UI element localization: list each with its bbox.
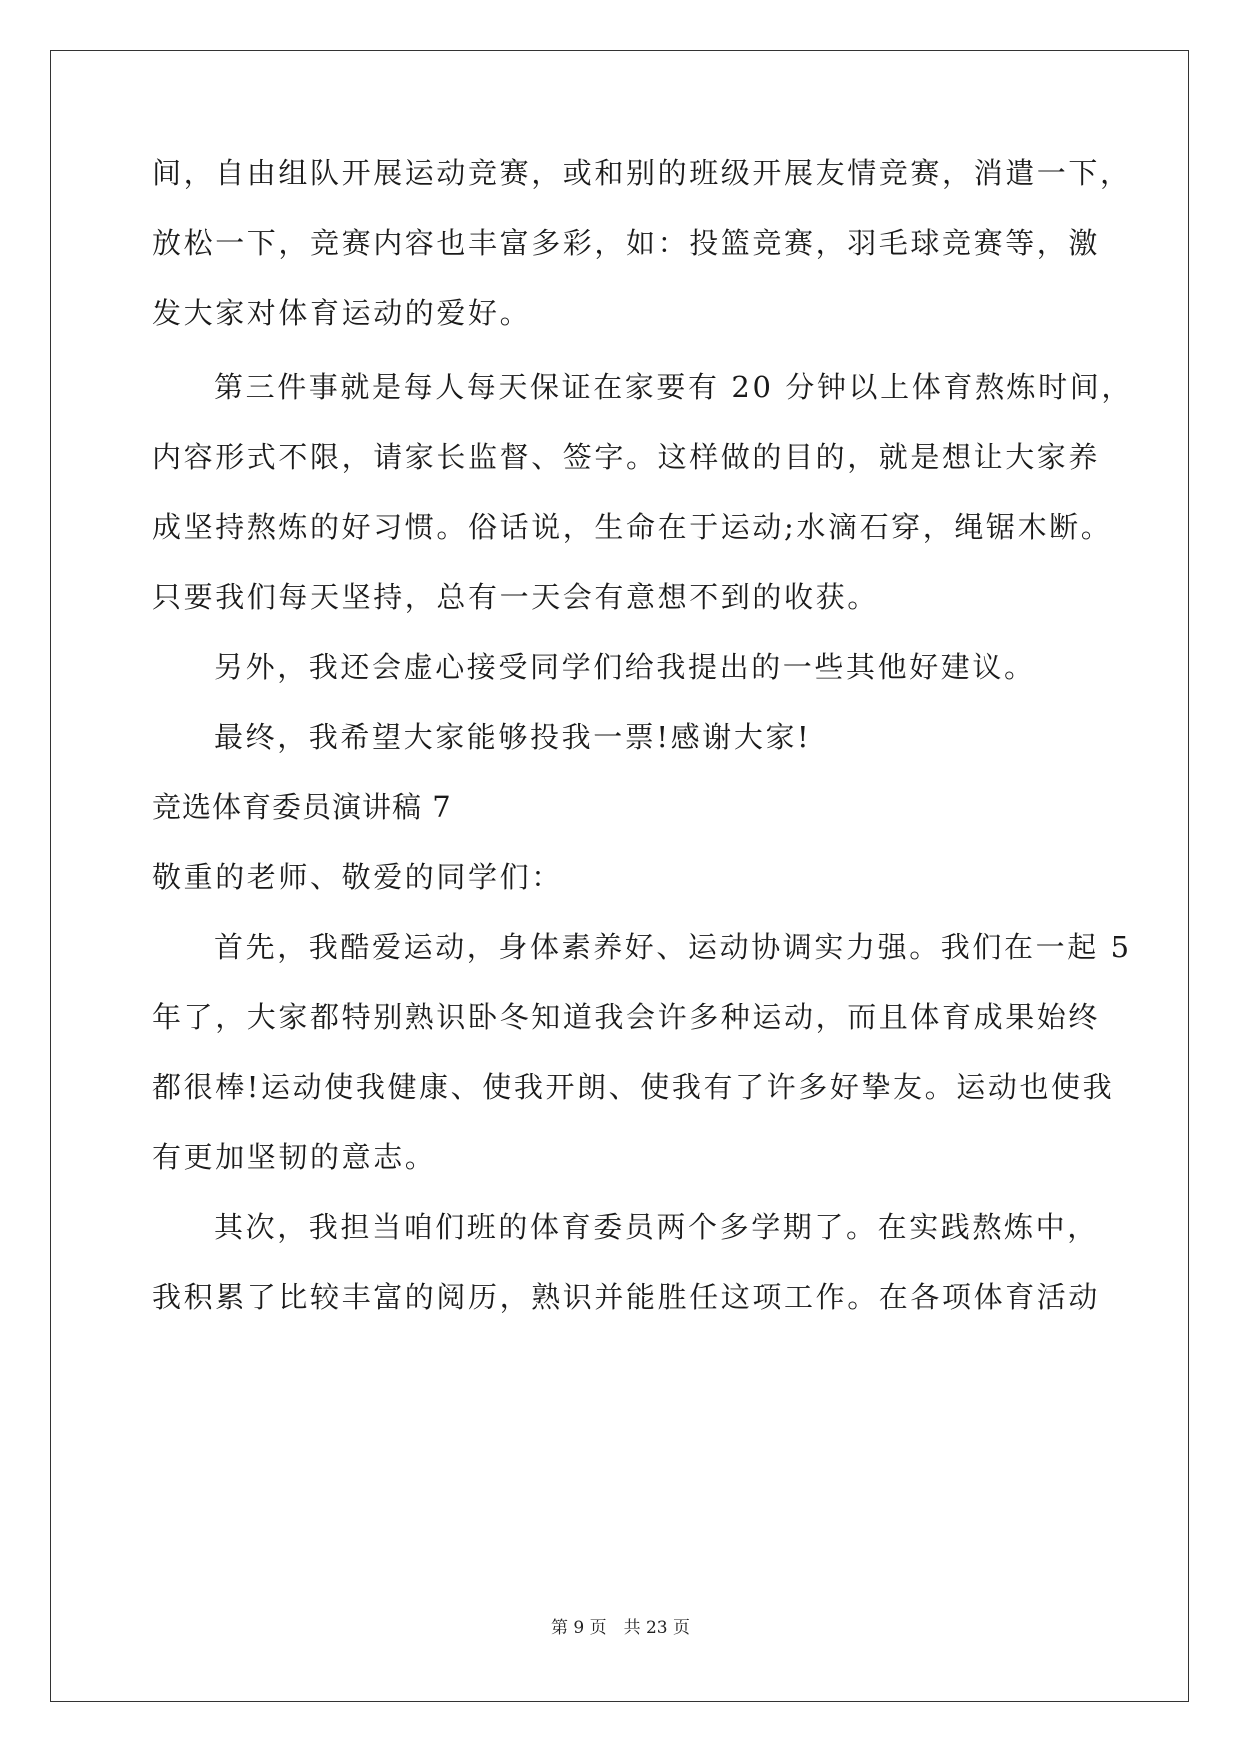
text-line: 间，自由组队开展运动竞赛，或和别的班级开展友情竞赛，消遣一下，	[152, 156, 1132, 190]
paragraph-first-line: 另外，我还会虚心接受同学们给我提出的一些其他好建议。	[214, 650, 1036, 684]
paragraph-first-line: 首先，我酷爱运动，身体素养好、运动协调实力强。我们在一起 5	[214, 930, 1132, 964]
text-line: 年了，大家都特别熟识卧冬知道我会许多种运动，而且体育成果始终	[152, 1000, 1101, 1034]
paragraph-first-line: 最终，我希望大家能够投我一票!感谢大家!	[214, 720, 812, 754]
section-heading: 竞选体育委员演讲稿 7	[152, 790, 452, 824]
paragraph-first-line: 其次，我担当咱们班的体育委员两个多学期了。在实践熬炼中，	[214, 1210, 1099, 1244]
text-line: 只要我们每天坚持，总有一天会有意想不到的收获。	[152, 580, 879, 614]
text-line: 发大家对体育运动的爱好。	[152, 296, 532, 330]
text-line: 放松一下，竞赛内容也丰富多彩，如：投篮竞赛，羽毛球竞赛等，激	[152, 226, 1101, 260]
page-number-footer: 第 9 页 共 23 页	[550, 1618, 691, 1638]
text-line: 内容形式不限，请家长监督、签字。这样做的目的，就是想让大家养	[152, 440, 1101, 474]
text-line: 我积累了比较丰富的阅历，熟识并能胜任这项工作。在各项体育活动	[152, 1280, 1101, 1314]
text-line: 有更加坚韧的意志。	[152, 1140, 437, 1174]
paragraph-first-line: 第三件事就是每人每天保证在家要有 20 分钟以上体育熬炼时间，	[214, 370, 1133, 404]
text-line: 都很棒!运动使我健康、使我开朗、使我有了许多好挚友。运动也使我	[152, 1070, 1115, 1104]
salutation: 敬重的老师、敬爱的同学们：	[152, 860, 563, 894]
text-line: 成坚持熬炼的好习惯。俗话说，生命在于运动;水滴石穿，绳锯木断。	[152, 510, 1113, 544]
